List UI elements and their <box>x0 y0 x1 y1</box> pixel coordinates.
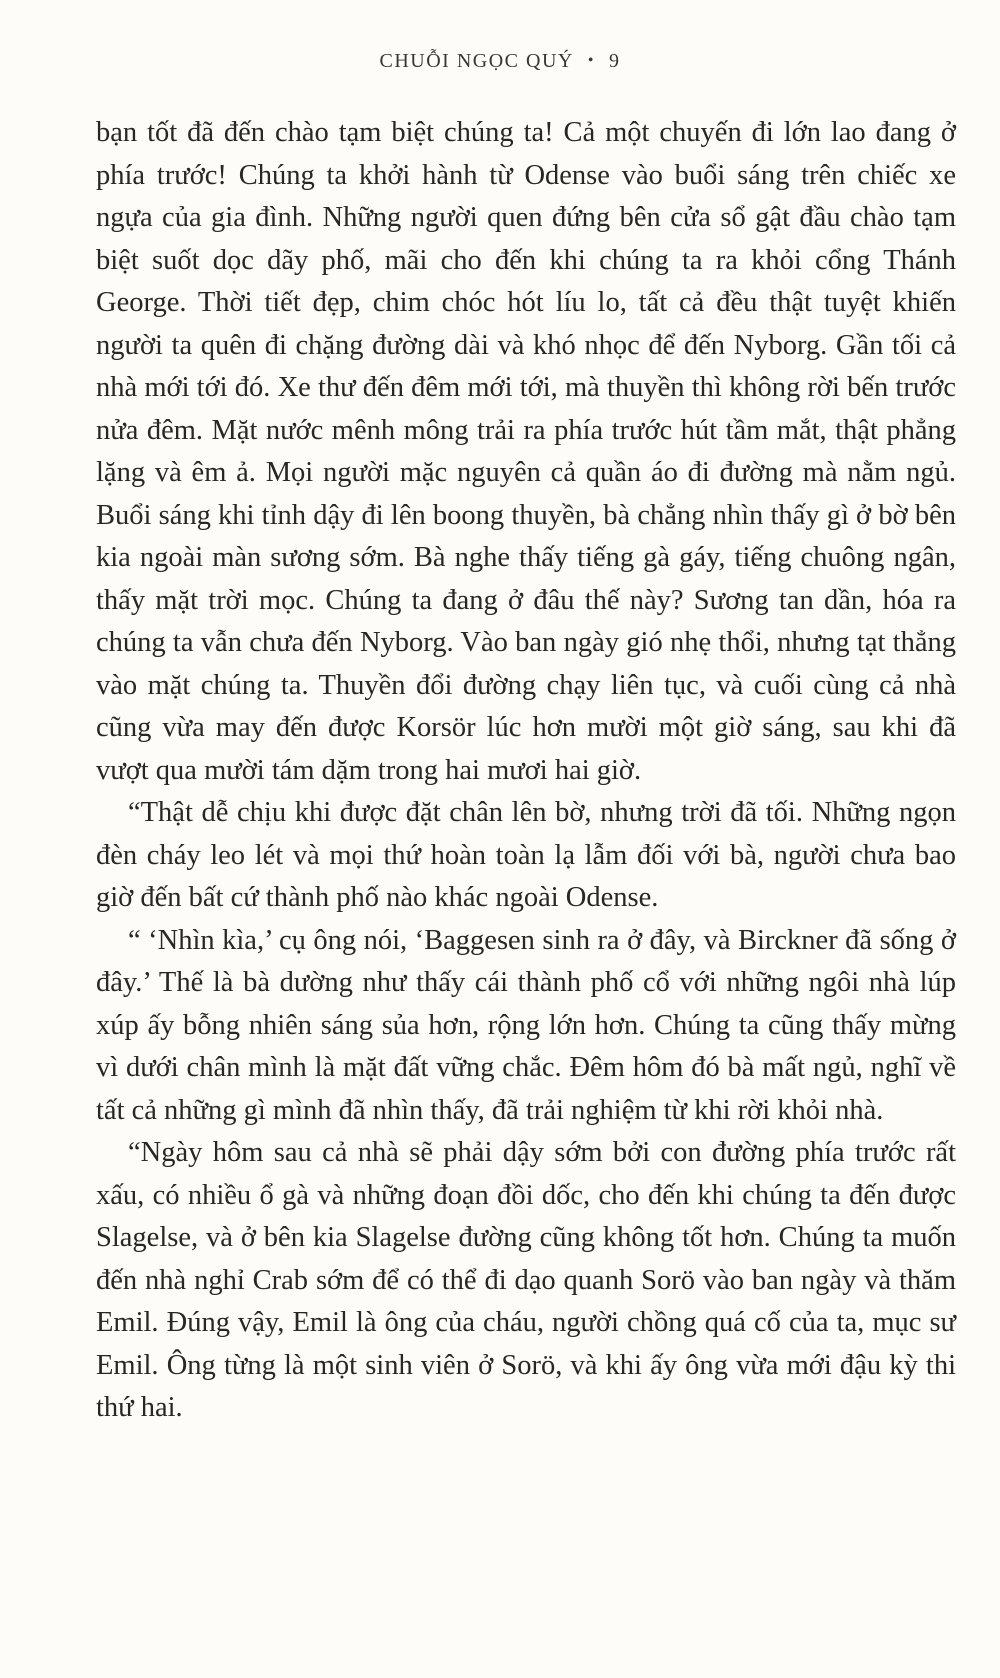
page-number: 9 <box>608 50 621 72</box>
paragraph: “Ngày hôm sau cả nhà sẽ phải dậy sớm bởi con đường phía trước rất xấu, có nhiều ổ gà và những đoạn đồi dốc, cho đến khi chúng ta đến được Slagelse, và ở bên kia Slagelse đường cũng không tốt hơn. Chúng ta muốn đến nhà nghỉ Crab sớm để có thể đi dạo quanh Sorö vào ban ngày và thăm Emil. Đúng vậy, Emil là ông của cháu, người chồng quá cố của ta, mục sư Emil. Ông từng là một sinh viên ở Sorö, và khi ấy ông vừa mới đậu kỳ thi thứ hai. <box>96 1137 956 1423</box>
paragraph: “Thật dễ chịu khi được đặt chân lên bờ, nhưng trời đã tối. Những ngọn đèn cháy leo lét và mọi thứ hoàn toàn lạ lẫm đối với bà, người chưa bao giờ đến bất cứ thành phố nào khác ngoài Odense. <box>96 797 956 913</box>
body-text <box>96 112 956 1430</box>
paragraph: “ ‘Nhìn kìa,’ cụ ông nói, ‘Baggesen sinh ra ở đây, và Birckner đã sống ở đây.’ Thế là bà dường như thấy cái thành phố cổ với những ngôi nhà lúp xúp ấy bỗng nhiên sáng sủa hơn, rộng lớn hơn. Chúng ta cũng thấy mừng vì dưới chân mình là mặt đất vững chắc. Đêm hôm đó bà mất ngủ, nghĩ về tất cả những gì mình đã nhìn thấy, đã trải nghiệm từ khi rời khỏi nhà. <box>96 924 956 1126</box>
book-title: CHUỖI NGỌC QUÝ <box>379 50 574 72</box>
paragraph-continued: bạn tốt đã đến chào tạm biệt chúng ta! Cả một chuyến đi lớn lao đang ở phía trước! Chúng ta khởi hành từ Odense vào buổi sáng trên chiếc xe ngựa của gia đình. Những người quen đứng bên cửa sổ gật đầu chào tạm biệt suốt dọc dãy phố, mãi cho đến khi chúng ta ra khỏi cổng Thánh George. Thời tiết đẹp, chim chóc hót líu lo, tất cả đều thật tuyệt khiến người ta quên đi chặng đường dài và khó nhọc để đến Nyborg. Gần tối cả nhà mới tới đó. Xe thư đến đêm mới tới, mà thuyền thì không rời bến trước nửa đêm. Mặt nước mênh mông trải ra phía trước hút tầm mắt, thật phẳng lặng và êm ả. Mọi người mặc nguyên cả quần áo đi đường mà nằm ngủ. Buổi sáng khi tỉnh dậy đi lên boong thuyền, bà chẳng nhìn thấy gì ở bờ bên kia ngoài màn sương sớm. Bà nghe thấy tiếng gà gáy, tiếng chuông ngân, thấy mặt trời mọc. Chúng ta đang ở đâu thế này? Sương tan dần, hóa ra chúng ta vẫn chưa đến Nyborg. Vào ban ngày gió nhẹ thổi, nhưng tạt thẳng vào mặt chúng ta. Thuyền đổi đường chạy liên tục, và cuối cùng cả nhà cũng vừa may đến được Korsör lúc hơn mười một giờ sáng, sau khi đã vượt qua mười tám dặm trong hai mươi hai giờ. <box>96 117 956 786</box>
running-header <box>0 50 1000 73</box>
header-separator: • <box>587 52 595 69</box>
